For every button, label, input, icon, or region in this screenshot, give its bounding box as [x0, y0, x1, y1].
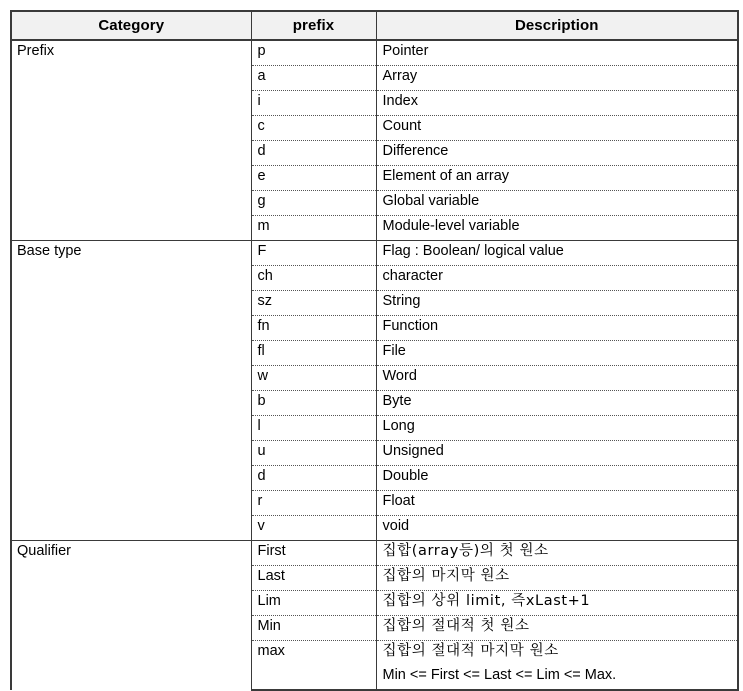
table-header — [11, 11, 738, 40]
description-cell: Unsigned — [376, 441, 738, 466]
table-row — [11, 40, 738, 66]
prefix-cell: First — [251, 541, 376, 566]
description-cell: 집합의 절대적 마지막 원소 — [376, 641, 738, 666]
description-cell: Byte — [376, 391, 738, 416]
description-cell: 집합의 상위 limit, 즉xLast+1 — [376, 591, 738, 616]
table-row — [11, 541, 738, 566]
prefix-cell: d — [251, 466, 376, 491]
description-cell: Float — [376, 491, 738, 516]
description-cell: Array — [376, 66, 738, 91]
description-cell: Module-level variable — [376, 216, 738, 241]
description-cell: Double — [376, 466, 738, 491]
prefix-cell: Last — [251, 566, 376, 591]
prefix-cell: w — [251, 366, 376, 391]
prefix-cell: sz — [251, 291, 376, 316]
prefix-cell: i — [251, 91, 376, 116]
category-cell: Prefix — [11, 40, 251, 241]
nomenclature-table-container — [10, 10, 737, 691]
column-header-category: Category — [11, 11, 251, 40]
description-cell: Global variable — [376, 191, 738, 216]
prefix-cell: max — [251, 641, 376, 666]
table-header-row — [11, 11, 738, 40]
prefix-cell: b — [251, 391, 376, 416]
prefix-cell: ch — [251, 266, 376, 291]
description-cell: File — [376, 341, 738, 366]
prefix-cell: Min — [251, 616, 376, 641]
prefix-cell: l — [251, 416, 376, 441]
prefix-cell: F — [251, 241, 376, 266]
prefix-cell: r — [251, 491, 376, 516]
description-cell: Function — [376, 316, 738, 341]
prefix-cell: a — [251, 66, 376, 91]
table-body — [11, 40, 738, 690]
prefix-cell: p — [251, 40, 376, 66]
column-header-prefix: prefix — [251, 11, 376, 40]
description-cell: Word — [376, 366, 738, 391]
prefix-cell: d — [251, 141, 376, 166]
description-cell: Difference — [376, 141, 738, 166]
prefix-cell: fn — [251, 316, 376, 341]
description-cell: Flag : Boolean/ logical value — [376, 241, 738, 266]
description-cell: Pointer — [376, 40, 738, 66]
table-row — [11, 241, 738, 266]
prefix-cell: u — [251, 441, 376, 466]
category-cell: Qualifier — [11, 541, 251, 691]
column-header-description: Description — [376, 11, 738, 40]
prefix-cell: m — [251, 216, 376, 241]
prefix-cell: e — [251, 166, 376, 191]
prefix-cell: v — [251, 516, 376, 541]
prefix-cell: g — [251, 191, 376, 216]
prefix-cell: fl — [251, 341, 376, 366]
description-cell: character — [376, 266, 738, 291]
description-cell: void — [376, 516, 738, 541]
prefix-cell: c — [251, 116, 376, 141]
description-cell: Long — [376, 416, 738, 441]
nomenclature-table — [10, 10, 739, 691]
description-cell: 집합의 절대적 첫 원소 — [376, 616, 738, 641]
description-cell: Min <= First <= Last <= Lim <= Max. — [376, 665, 738, 690]
prefix-cell — [251, 665, 376, 690]
description-cell: Index — [376, 91, 738, 116]
description-cell: Count — [376, 116, 738, 141]
description-cell: String — [376, 291, 738, 316]
description-cell: 집합의 마지막 원소 — [376, 566, 738, 591]
category-cell: Base type — [11, 241, 251, 541]
description-cell: Element of an array — [376, 166, 738, 191]
prefix-cell: Lim — [251, 591, 376, 616]
description-cell: 집합(array등)의 첫 원소 — [376, 541, 738, 566]
